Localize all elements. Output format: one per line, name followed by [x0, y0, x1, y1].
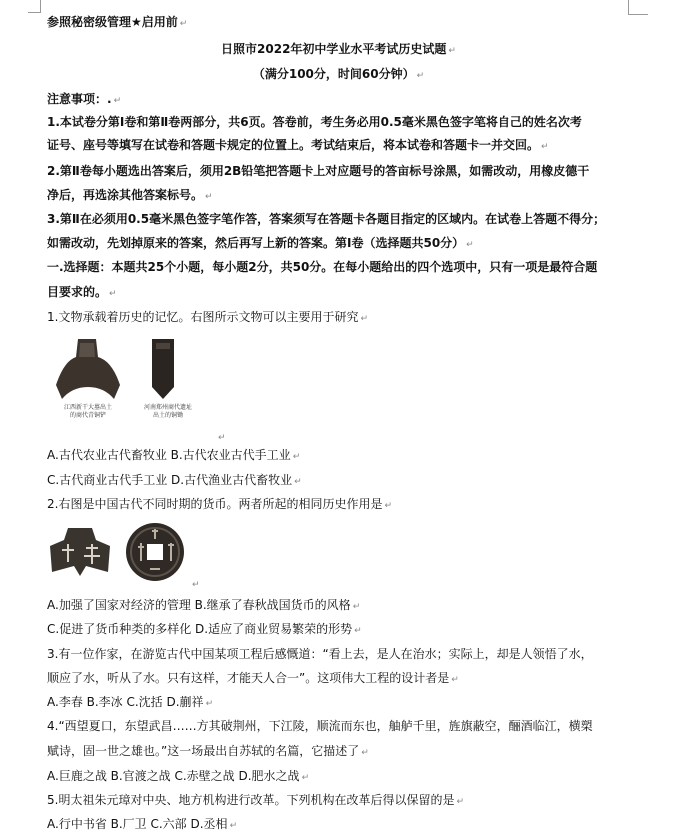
page-subtitle: （满分100分，时间60分钟） ↵ [252, 67, 425, 81]
notice-3-line-1: 3.第Ⅱ在必须用0.5毫米黑色签字笔作答，答案须写在答题卡各题目指定的区域内。在试卷上答题不得分； [47, 212, 606, 226]
spade-coin-image [46, 524, 114, 578]
artifact-caption-left: 江西新干大墓出土 的商代青铜铲 [63, 404, 112, 419]
corner-mark-left-h [28, 12, 41, 13]
question-1-options-line-1: A.古代农业古代畜牧业 B.古代农业古代手工业 ↵ [47, 448, 301, 462]
figure-2-return-mark: ↵ [192, 580, 200, 590]
corner-mark-left-v [40, 0, 41, 12]
notice-2-line-2: 净后，再选涂其他答案标号。 ↵ [47, 188, 213, 202]
question-2-options-line-2: C.促进了货币种类的多样化 D.适应了商业贸易繁荣的形势 ↵ [47, 622, 362, 636]
page-title: 日照市2022年初中学业水平考试历史试题 ↵ [221, 42, 456, 56]
question-5-options: A.行中书省 B.厂卫 C.六部 D.丞相 ↵ [47, 817, 238, 831]
artifact-caption-right: 河南郑州商代遗址 出土的铜锄 [143, 404, 192, 419]
question-4-line-2: 赋诗，固一世之雄也。”这一场最出自苏轼的名篇，它描述了 ↵ [47, 744, 369, 758]
notice-1-line-2: 证号、座号等填写在试卷和答题卡规定的位置上。考试结束后，将本试卷和答题卡一并交回。 ↵ [47, 138, 549, 152]
notice-heading: 注意事项：. ↵ [47, 92, 122, 106]
corner-mark-right-h [628, 14, 648, 15]
bronze-spade-image [54, 337, 122, 401]
corner-mark-right-v [628, 0, 629, 14]
bronze-hoe-image [148, 337, 178, 401]
figure-1-return-mark: ↵ [218, 433, 226, 443]
question-3-line-2: 顺应了水，听从了水。只有这样，才能天人合一”。这项伟大工程的设计者是 ↵ [47, 671, 459, 685]
question-3-options: A.李春 B.李冰 C.沈括 D.蒯祥 ↵ [47, 695, 214, 709]
question-1: 1.文物承载着历史的记忆。右图所示文物可以主要用于研究 ↵ [47, 310, 368, 324]
question-2-options-line-1: A.加强了国家对经济的管理 B.继承了春秋战国货币的风格 ↵ [47, 598, 361, 612]
question-4-options: A.巨鹿之战 B.官渡之战 C.赤壁之战 D.肥水之战 ↵ [47, 769, 310, 783]
question-4-line-1: 4.“西望夏口，东望武昌……方其破荆州，下江陵，顺流而东也，舳舻千里，旌旗蔽空，酾酒临江，横槊 [47, 719, 593, 733]
round-coin-image [124, 521, 186, 583]
section-1-line-1: 一.选择题：本题共25个小题，每小题2分，共50分。在每小题给出的四个选项中，只有一项是最符合题 [47, 260, 598, 274]
notice-2-line-1: 2.第Ⅱ卷每小题选出答案后，须用2B铅笔把答题卡上对应题号的答亩标号涂黑，如需改动，用橡皮德干 [47, 164, 590, 178]
question-3-line-1: 3.有一位作家，在游览古代中国某项工程后感慨道：“看上去，是人在治水；实际上，却是人领悟了水， [47, 647, 593, 661]
question-2: 2.右图是中国古代不同时期的货币。两者所起的相同历史作用是 ↵ [47, 497, 392, 511]
question-1-options-line-2: C.古代商业古代手工业 D.古代渔业古代畜牧业 ↵ [47, 473, 302, 487]
secret-label: 参照秘密级管理★启用前 ↵ [47, 15, 188, 29]
notice-1-line-1: 1.本试卷分第Ⅰ卷和第Ⅱ卷两部分，共6页。答卷前，考生务必用0.5毫米黑色签字笔将自己的姓名次考 [47, 115, 582, 129]
section-1-line-2: 目要求的。 ↵ [47, 285, 117, 299]
notice-3-line-2: 如需改动，先划掉原来的答案，然后再写上新的答案。第Ⅰ卷（选择题共50分） ↵ [47, 236, 474, 250]
question-5: 5.明太祖朱元璋对中央、地方机构进行改革。下列机构在改革后得以保留的是 ↵ [47, 793, 464, 807]
